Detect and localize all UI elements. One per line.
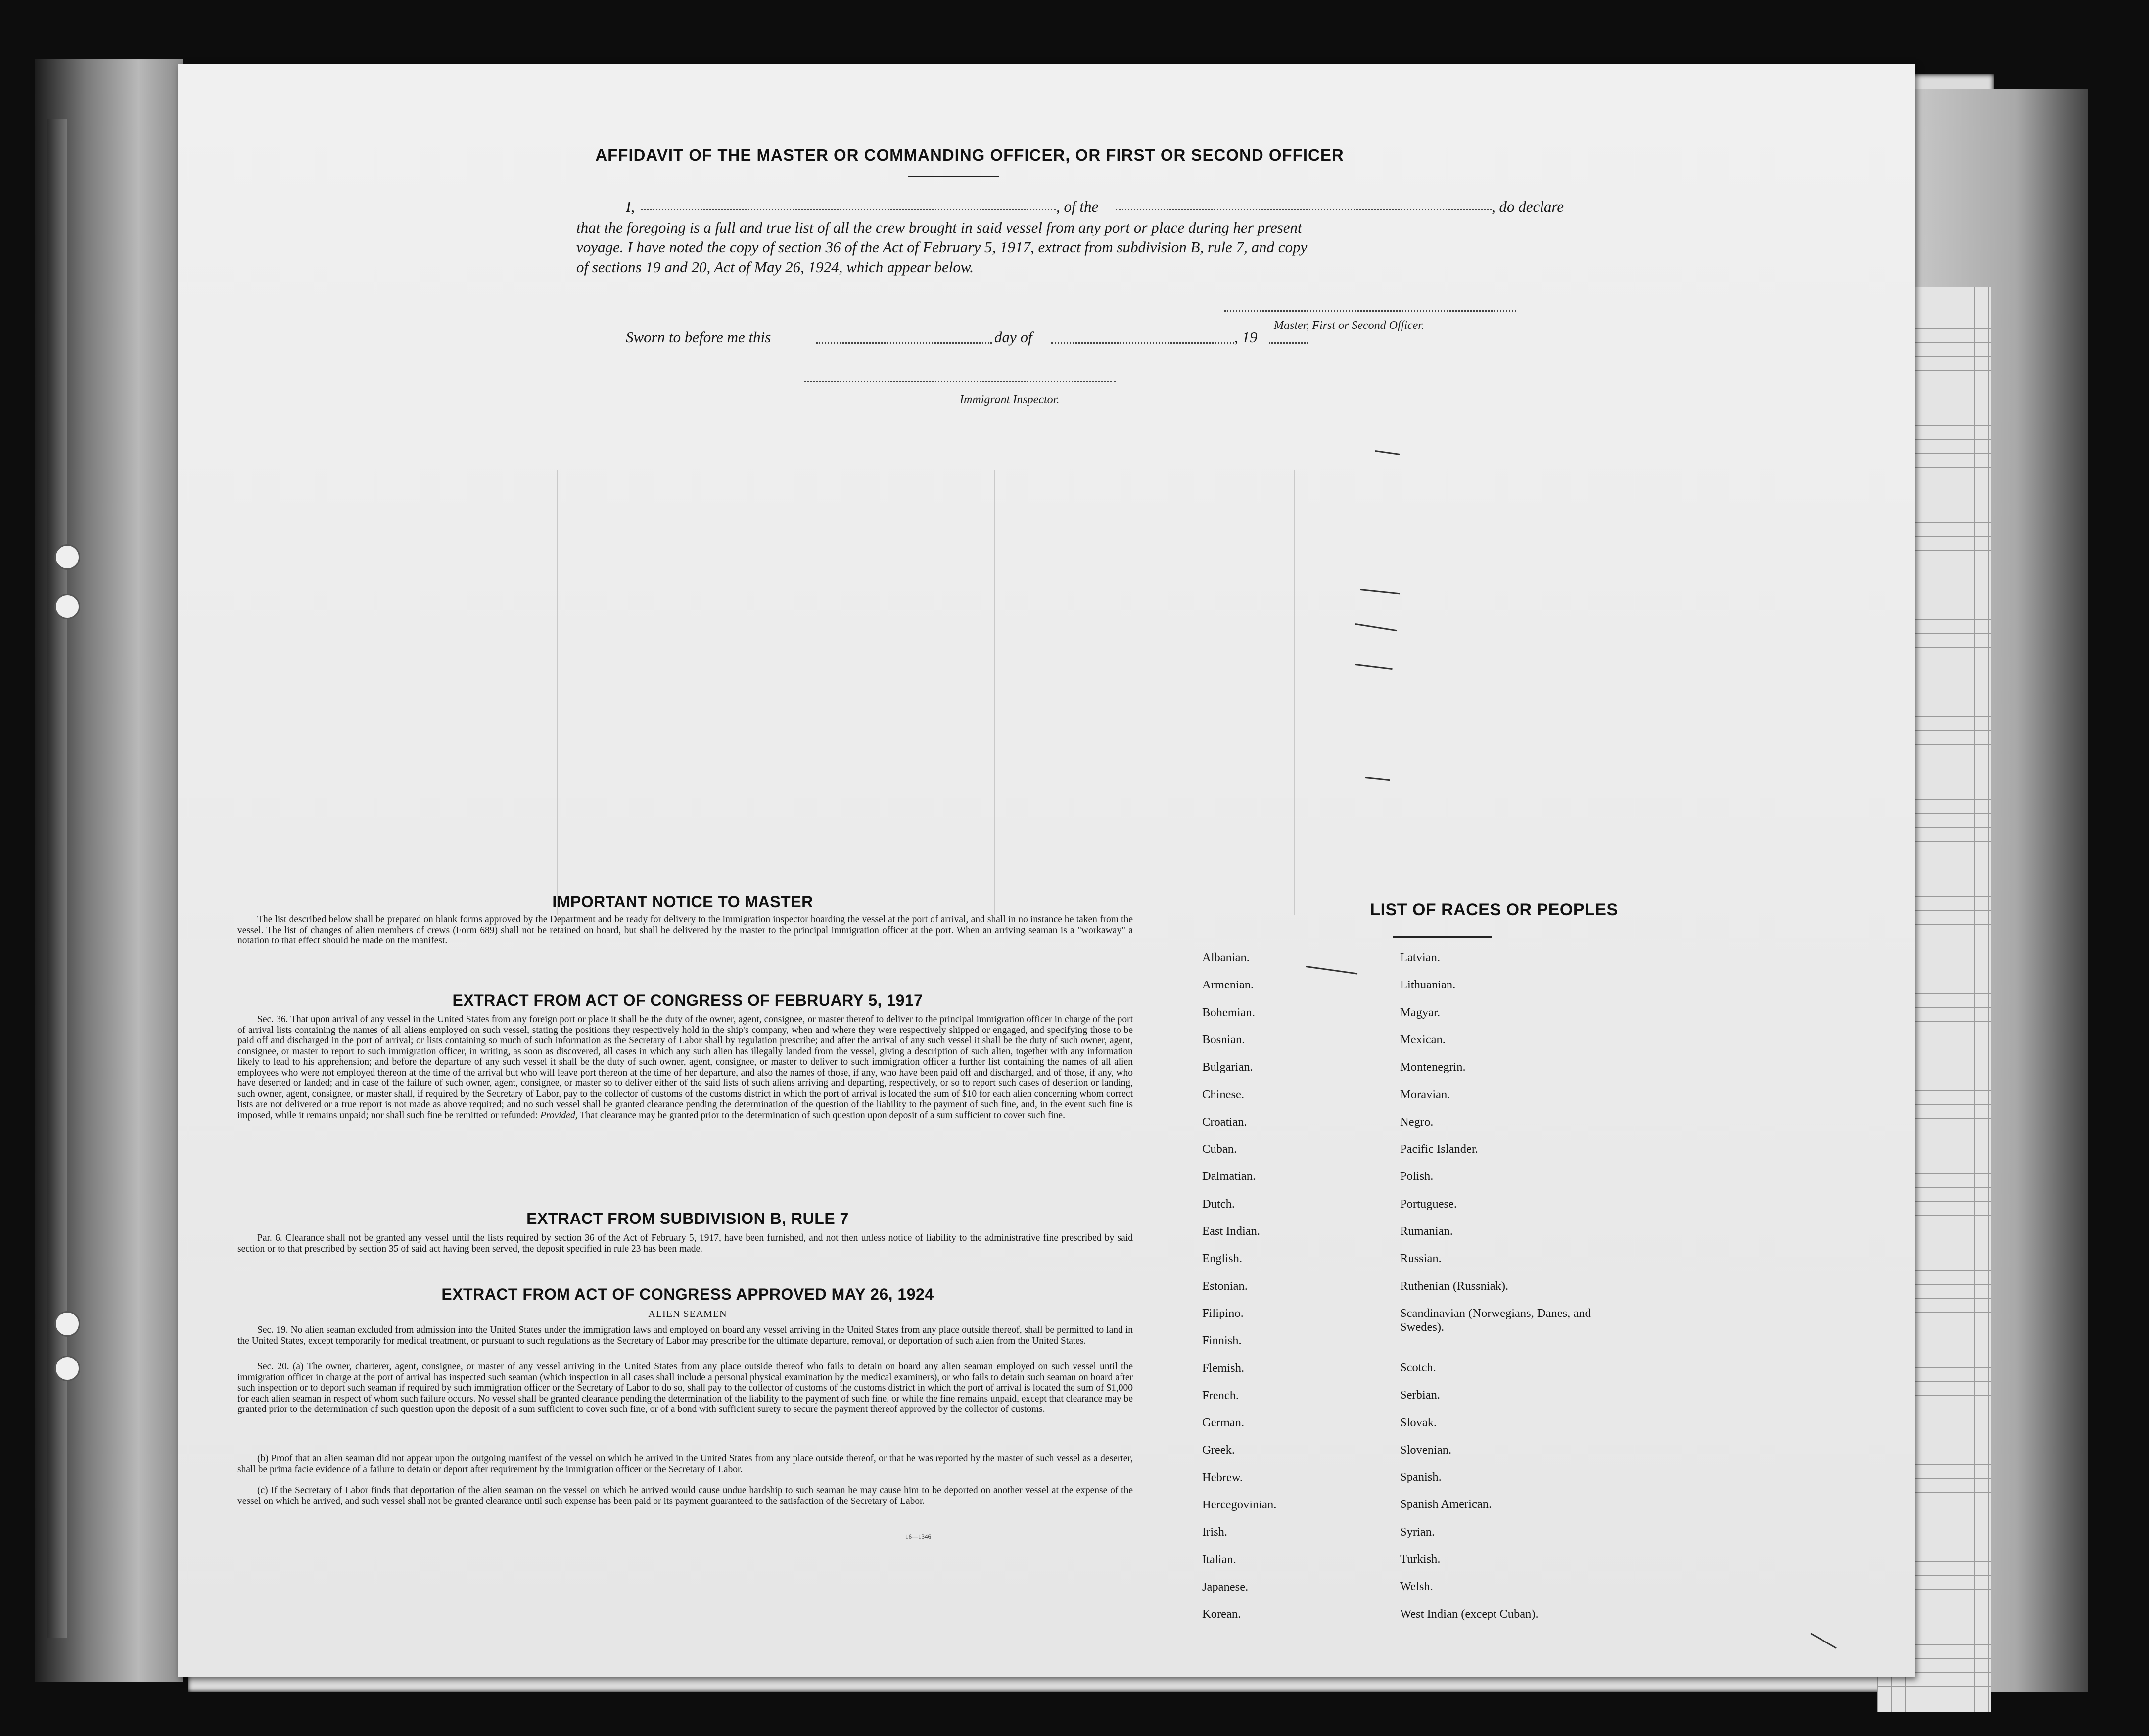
race-item: Greek. <box>1202 1443 1235 1457</box>
inspector-signature-line[interactable] <box>804 381 1116 382</box>
race-item: Latvian. <box>1400 951 1440 964</box>
race-item: Estonian. <box>1202 1279 1248 1293</box>
sworn-year-blank[interactable] <box>1269 342 1308 344</box>
sworn-month-blank[interactable] <box>1051 342 1234 344</box>
race-item: French. <box>1202 1388 1239 1402</box>
race-item: Turkish. <box>1400 1552 1441 1566</box>
race-item: German. <box>1202 1416 1245 1430</box>
races-title: LIST OF RACES OR PEOPLES <box>1370 900 1618 919</box>
affidavit-declare: , do declare <box>1492 198 1564 215</box>
race-item: Finnish. <box>1202 1334 1242 1348</box>
race-item: Cuban. <box>1202 1142 1237 1156</box>
rule7-text: Par. 6. Clearance shall not be granted any vessel until the lists required by section 36 of the Act of February 5, 1917, have been furnished, and not then unless notice of liability to the administrative fine prescribed by said section or to that prescribed by section 35 of said act having been served, the deposit specified in rule 23 has been made. <box>237 1233 1133 1254</box>
race-item: Albanian. <box>1202 951 1250 964</box>
fold-line <box>994 470 995 915</box>
affidavit-title: AFFIDAVIT OF THE MASTER OR COMMANDING OFFICER, OR FIRST OR SECOND OFFICER <box>595 146 1344 164</box>
day-of-label: day of <box>994 328 1032 346</box>
race-item: Dutch. <box>1202 1197 1235 1211</box>
year-label: , 19 <box>1234 328 1258 346</box>
race-item: Pacific Islander. <box>1400 1142 1478 1156</box>
race-item: Magyar. <box>1400 1005 1440 1019</box>
sec-36-end: That clearance may be granted prior to the determination of such question upon deposit of a sum sufficient to cover such fine. <box>580 1110 1065 1121</box>
race-item: Armenian. <box>1202 978 1254 992</box>
affidavit-line-4: of sections 19 and 20, Act of May 26, 1924, which appear below. <box>576 258 974 276</box>
race-item: Slovak. <box>1400 1415 1437 1429</box>
pencil-mark <box>1375 450 1400 455</box>
fold-line <box>1294 470 1295 915</box>
name-blank[interactable] <box>641 209 1056 210</box>
notice-title: IMPORTANT NOTICE TO MASTER <box>552 893 813 911</box>
binder-hole <box>54 544 80 570</box>
race-item: Rumanian. <box>1400 1224 1453 1238</box>
sec-36-body: That upon arrival of any vessel in the United States from any foreign port or place it shall be the duty of the owner, agent, consignee, or master thereof to deliver to the principal immigration officer in charge of the port of arrival lists containing the names of all aliens employed on such vessel, stating the positions they respectively hold in the ship's company, when and where they were respectively shipped or engaged, and specifying those to be paid off and discharged in the port of arrival; or lists containing so much of such information as the Secretary of Labor shall by regulation prescribe; and after the arrival of any such vessel it shall be the duty of such owner, agent, consignee, or master to report to such immigration officer, in writing, as soon as discovered, all cases in which any such alien has illegally landed from the vessel, giving a description of such alien, together with any information likely to lead to his apprehension; and before the departure of any such vessel it shall be the duty of such owner, agent, consignee, or master to deliver to such immigration officer a further list containing the names of all alien employees who were not employed thereon at the time of the arrival but who will leave port thereon at the time of her departure, and also the names of those, if any, who have been paid off and discharged, and of those, if any, who have deserted or landed; and in case of the failure of such owner, agent, consignee, or master so to deliver either of the said lists of such aliens arriving and departing, respectively, or so to report such cases of desertion or landing, such owner, agent, consignee, or master shall, if required by the Secretary of Labor, pay to the collector of customs of the customs district in which the port of arrival is located the sum of $10 for each alien concerning whom correct lists are not delivered or a true report is not made as above required; and no such vessel shall be granted clearance pending the determination of the question of the liability to the payment of such fine, and, in the event such fine is imposed, while it remains unpaid; nor shall such fine be remitted or refunded: <box>237 1014 1133 1121</box>
binder-hole <box>54 594 80 619</box>
fold-line <box>557 470 558 915</box>
race-item: Scotch. <box>1400 1361 1436 1374</box>
pencil-mark <box>1360 589 1400 594</box>
race-item: Flemish. <box>1202 1361 1245 1375</box>
race-item: Dalmatian. <box>1202 1170 1256 1183</box>
binder-hole <box>54 1311 80 1337</box>
vessel-blank[interactable] <box>1116 209 1492 210</box>
race-item: Spanish. <box>1400 1470 1442 1484</box>
race-item: Mexican. <box>1400 1032 1446 1046</box>
race-item: Syrian. <box>1400 1525 1435 1539</box>
races-underline <box>1393 936 1492 938</box>
extract-1924-title: EXTRACT FROM ACT OF CONGRESS APPROVED MAY 26, 1924 <box>441 1285 934 1303</box>
form-code: 16—1346 <box>905 1533 931 1540</box>
sworn-day-blank[interactable] <box>816 342 992 344</box>
race-item: Chinese. <box>1202 1087 1245 1101</box>
race-item: Hebrew. <box>1202 1470 1243 1484</box>
race-item: Bohemian. <box>1202 1005 1255 1019</box>
race-item: Bosnian. <box>1202 1032 1245 1046</box>
pencil-mark <box>1810 1633 1836 1649</box>
race-item: Ruthenian (Russniak). <box>1400 1279 1509 1293</box>
affidavit-form-sheet <box>178 64 1915 1677</box>
race-item: Korean. <box>1202 1607 1241 1621</box>
affidavit-line-3: voyage. I have noted the copy of section 36 of the Act of February 5, 1917, extract from subdivision B, rule 7, and copy <box>576 238 1308 256</box>
binder-hole <box>54 1356 80 1381</box>
provided-word: Provided, <box>540 1110 578 1121</box>
race-item: Slovenian. <box>1400 1443 1452 1456</box>
race-item: Polish. <box>1400 1170 1434 1183</box>
race-item: Croatian. <box>1202 1115 1247 1128</box>
extract-1917-text <box>237 1014 1133 1121</box>
race-item: Portuguese. <box>1400 1197 1457 1211</box>
title-underline <box>908 176 999 177</box>
race-item: Serbian. <box>1400 1388 1440 1402</box>
sworn-label: Sworn to before me this <box>626 328 771 346</box>
sec-20c-text: (c) If the Secretary of Labor finds that deportation of the alien seaman on the vessel on which he arrived would cause undue hardship to such seaman he may cause him to be deported on another vessel at the expense of the vessel on which he arrived, and such vessel shall not be granted clearance until such expense has been paid or its payment guaranteed to the satisfaction of the Secretary of Labor. <box>237 1485 1133 1506</box>
rule7-title: EXTRACT FROM SUBDIVISION B, RULE 7 <box>526 1210 849 1227</box>
pencil-mark <box>1365 777 1390 781</box>
race-item: Filipino. <box>1202 1306 1244 1320</box>
sec-20b-text: (b) Proof that an alien seaman did not appear upon the outgoing manifest of the vessel on which he arrived in the United States from any place outside thereof, or that he was reported by the master of such vessel as a deserter, shall be prima facie evidence of a failure to detain or deport after requirement by the immigration officer or the Secretary of Labor. <box>237 1454 1133 1475</box>
race-item: East Indian. <box>1202 1224 1261 1238</box>
race-item: Russian. <box>1400 1252 1442 1266</box>
alien-seamen-subtitle: ALIEN SEAMEN <box>648 1309 727 1319</box>
pencil-mark <box>1306 966 1357 975</box>
extract-1917-title: EXTRACT FROM ACT OF CONGRESS OF FEBRUARY 5, 1917 <box>452 991 923 1009</box>
race-item: Spanish American. <box>1400 1498 1492 1511</box>
sec-20a-text: Sec. 20. (a) The owner, charterer, agent, consignee, or master of any vessel arriving in the United States from any place outside thereof who fails to detain on board any alien seaman employed on such vessel until the immigration officer in charge at the port of arrival has inspected such seaman (which inspection in all cases shall include a personal physical examination by the medical examiners), or who fails to detain such seaman on board after such inspection or to deport such seaman if required by such immigration officer or the Secretary of Labor to do so, shall pay to the collector of customs of the customs district in which the port of arrival is located the sum of $1,000 for each alien seaman in respect of whom such failure occurs. No vessel shall be granted clearance pending the determination of the liability to the payment of such fine, or while the fine remains unpaid, except that clearance may be granted prior to the determination of such question upon the deposit of a sum sufficient to cover such fine, or of a bond with sufficient surety to secure the payment thereof approved by the collector of customs. <box>237 1361 1133 1414</box>
race-item: Italian. <box>1202 1552 1236 1566</box>
race-item: Japanese. <box>1202 1580 1249 1594</box>
pencil-mark <box>1355 623 1397 631</box>
race-item: Moravian. <box>1400 1087 1450 1101</box>
race-item: Bulgarian. <box>1202 1060 1253 1074</box>
race-item: Montenegrin. <box>1400 1060 1466 1074</box>
race-item: Welsh. <box>1400 1580 1433 1594</box>
race-item: English. <box>1202 1252 1242 1266</box>
affidavit-line-2: that the foregoing is a full and true list of all the crew brought in said vessel from any port or place during her present <box>576 219 1302 236</box>
master-signature-line[interactable] <box>1224 310 1516 312</box>
affidavit-of-the: , of the <box>1056 198 1099 215</box>
race-item: Lithuanian. <box>1400 978 1456 992</box>
master-signature-label: Master, First or Second Officer. <box>1274 319 1424 332</box>
race-item: Negro. <box>1400 1115 1434 1128</box>
pencil-mark <box>1355 664 1393 670</box>
inspector-label: Immigrant Inspector. <box>960 393 1060 406</box>
notice-text: The list described below shall be prepared on blank forms approved by the Department and be ready for delivery to the immigration inspector boarding the vessel at the port of arrival, and shall in no instance be taken from the vessel. The list of changes of alien members of crews (Form 689) shall not be retained on board, but shall be delivered by the master to the principal immigration officer at the port. When an arriving seaman is a "workaway" a notation to that effect should be made on the manifest. <box>237 914 1133 946</box>
sec-19-text: Sec. 19. No alien seaman excluded from admission into the United States under the immigration laws and employed on board any vessel arriving in the United States from any place outside thereof, shall be permitted to land in the United States, except temporarily for medical treatment, or pursuant to such regulations as the Secretary of Labor may prescribe for the ultimate departure, removal, or deportation of such alien from the United States. <box>237 1325 1133 1346</box>
sec-36-label: Sec. 36. <box>257 1014 288 1025</box>
race-item: Hercegovinian. <box>1202 1498 1277 1511</box>
race-item: Scandinavian (Norwegians, Danes, and Swedes). <box>1400 1306 1591 1334</box>
race-item: West Indian (except Cuban). <box>1400 1607 1539 1621</box>
binder-strip <box>47 119 67 1638</box>
affidavit-i: I, <box>626 198 635 215</box>
race-item: Irish. <box>1202 1525 1228 1539</box>
